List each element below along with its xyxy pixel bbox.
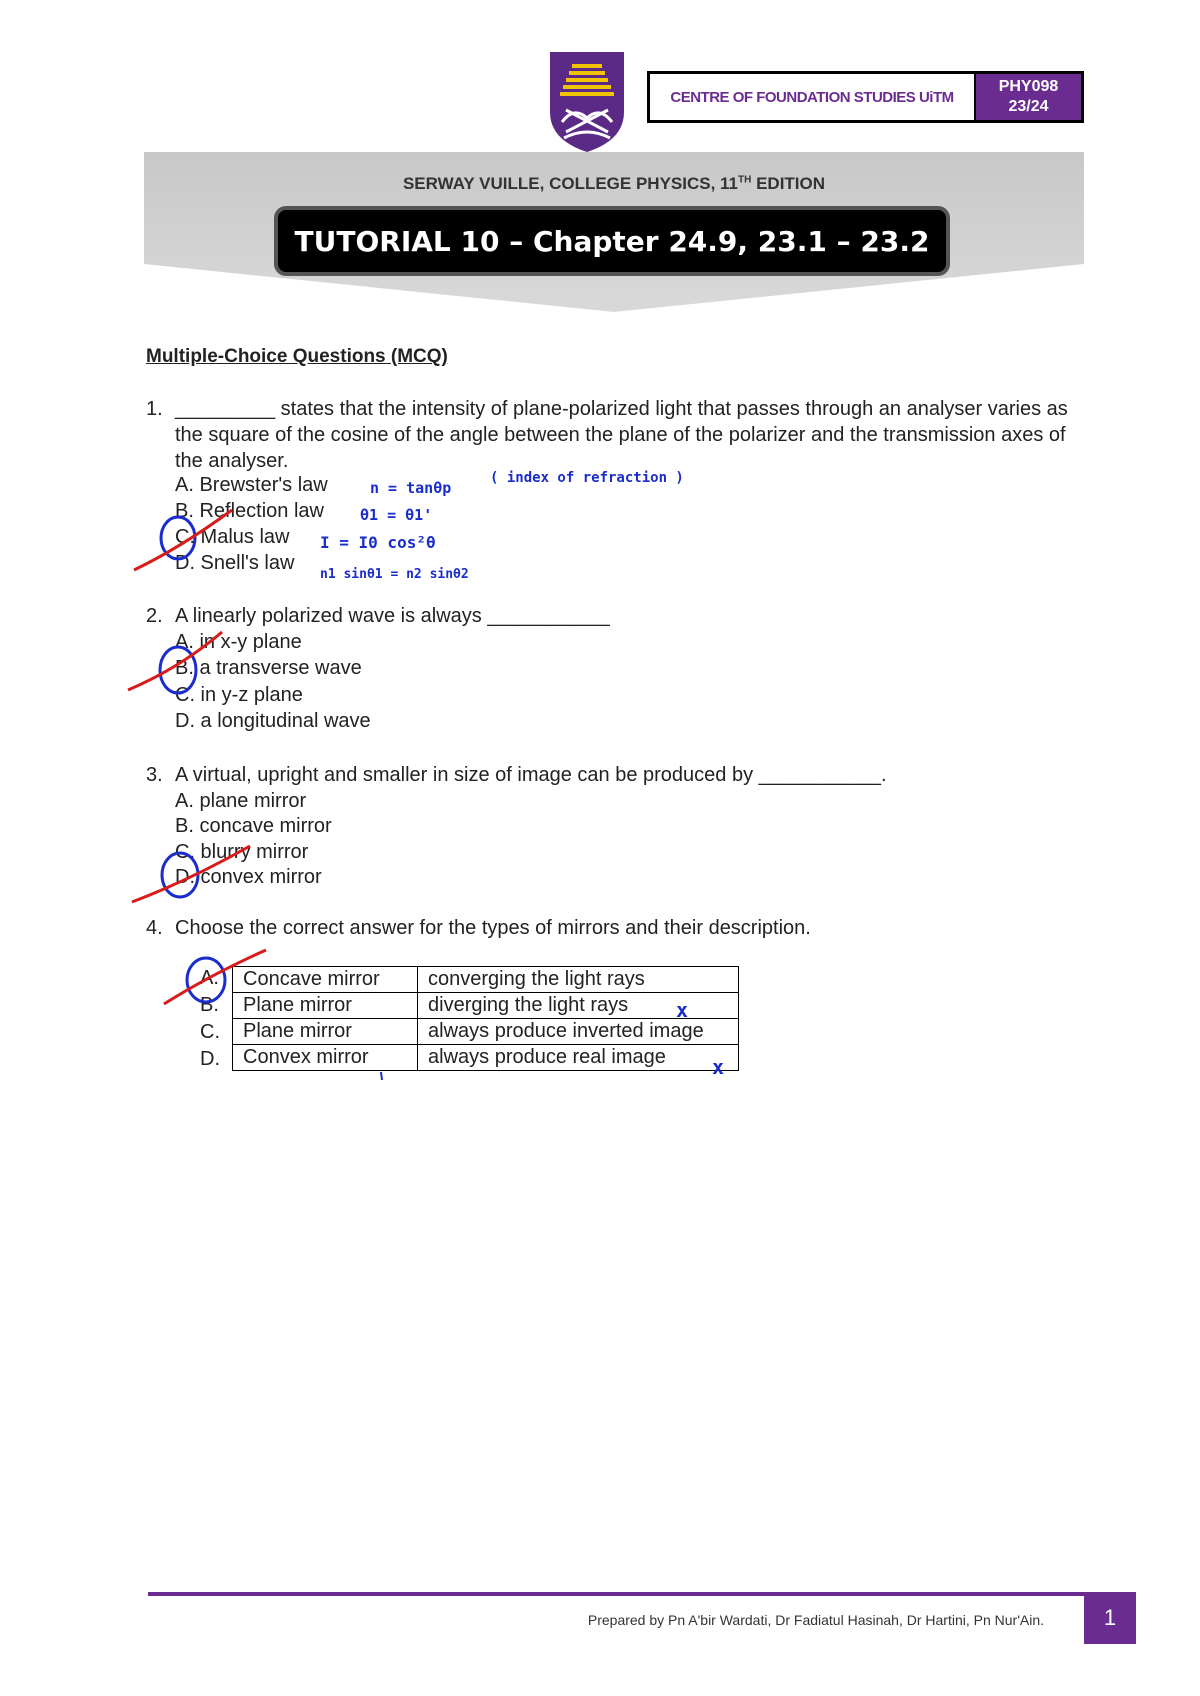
option-d[interactable]: D. convex mirror <box>175 866 322 888</box>
tick-mark <box>381 1072 382 1080</box>
option-a[interactable]: A. plane mirror <box>175 790 307 812</box>
row-label-c[interactable]: C. <box>200 1021 220 1043</box>
course-code-box <box>976 71 1084 123</box>
mirror-type: Concave mirror <box>233 967 418 993</box>
table-row <box>233 1045 739 1071</box>
option-a[interactable]: A. in x-y plane <box>175 631 302 653</box>
table-row <box>233 993 739 1019</box>
option-b[interactable]: B. concave mirror <box>175 815 332 837</box>
note-index: ( index of refraction ) <box>490 470 684 486</box>
row-label-b[interactable]: B. <box>200 994 219 1016</box>
table-row <box>233 1019 739 1045</box>
mirror-type: Plane mirror <box>233 1019 418 1045</box>
option-a[interactable]: A. Brewster's law <box>175 474 328 496</box>
mirror-type: Plane mirror <box>233 993 418 1019</box>
mirror-description: converging the light rays <box>418 967 739 993</box>
edition-line: SERWAY VUILLE, COLLEGE PHYSICS, 11TH EDITION <box>402 174 826 193</box>
question-text: A linearly polarized wave is always ___________ <box>175 605 610 627</box>
option-b[interactable]: B. a transverse wave <box>175 657 362 679</box>
option-b[interactable]: B. Reflection law <box>175 500 324 522</box>
mirror-table <box>232 966 739 1071</box>
question-number: 4. <box>146 917 163 939</box>
table-row <box>233 967 739 993</box>
row-label-a[interactable]: A. <box>200 967 219 989</box>
mirror-description: always produce real image <box>418 1045 739 1071</box>
prepared-by: Prepared by Pn A'bir Wardati, Dr Fadiatul Hasinah, Dr Hartini, Pn Nur'Ain. <box>587 1612 1044 1628</box>
question-text: _________ states that the intensity of plane-polarized light that passes through an analyser varies as the square of the cosine of the angle between the plane of the polarizer and the transmission axes of the analyser. <box>175 398 1068 472</box>
note-reflection: θ1 = θ1' <box>360 506 433 524</box>
option-c[interactable]: C. blurry mirror <box>175 841 309 863</box>
uitm-logo <box>546 52 628 152</box>
mirror-description: diverging the light rays <box>418 993 739 1019</box>
note-brewster: n = tanθp <box>370 479 452 497</box>
centre-label: CENTRE OF FOUNDATION STUDIES UiTM <box>647 71 977 123</box>
option-d[interactable]: D. a longitudinal wave <box>175 710 371 732</box>
question-number: 1. <box>146 398 163 420</box>
note-snell: n1 sinθ1 = n2 sinθ2 <box>320 567 469 582</box>
question-text: A virtual, upright and smaller in size of image can be produced by ___________. <box>175 764 887 786</box>
question-number: 2. <box>146 605 163 627</box>
option-c[interactable]: C. in y-z plane <box>175 684 303 706</box>
footer-divider <box>148 1592 1136 1596</box>
question-number: 3. <box>146 764 163 786</box>
mirror-description: always produce inverted image <box>418 1019 739 1045</box>
question-text: Choose the correct answer for the types of mirrors and their description. <box>175 917 811 939</box>
cross-mark: x <box>676 998 689 1022</box>
course-code: PHY098 <box>998 78 1059 95</box>
row-label-d[interactable]: D. <box>200 1048 220 1070</box>
cross-mark: x <box>712 1055 725 1079</box>
page-number: 1 <box>1084 1592 1136 1644</box>
note-malus: I = I0 cos²θ <box>320 533 436 552</box>
option-d[interactable]: D. Snell's law <box>175 552 295 574</box>
section-title: Multiple-Choice Questions (MCQ) <box>146 346 448 367</box>
tutorial-title: TUTORIAL 10 – Chapter 24.9, 23.1 – 23.2 <box>278 210 946 272</box>
option-c[interactable]: C. Malus law <box>175 526 290 548</box>
mirror-type: Convex mirror <box>233 1045 418 1071</box>
session: 23/24 <box>1008 98 1049 115</box>
